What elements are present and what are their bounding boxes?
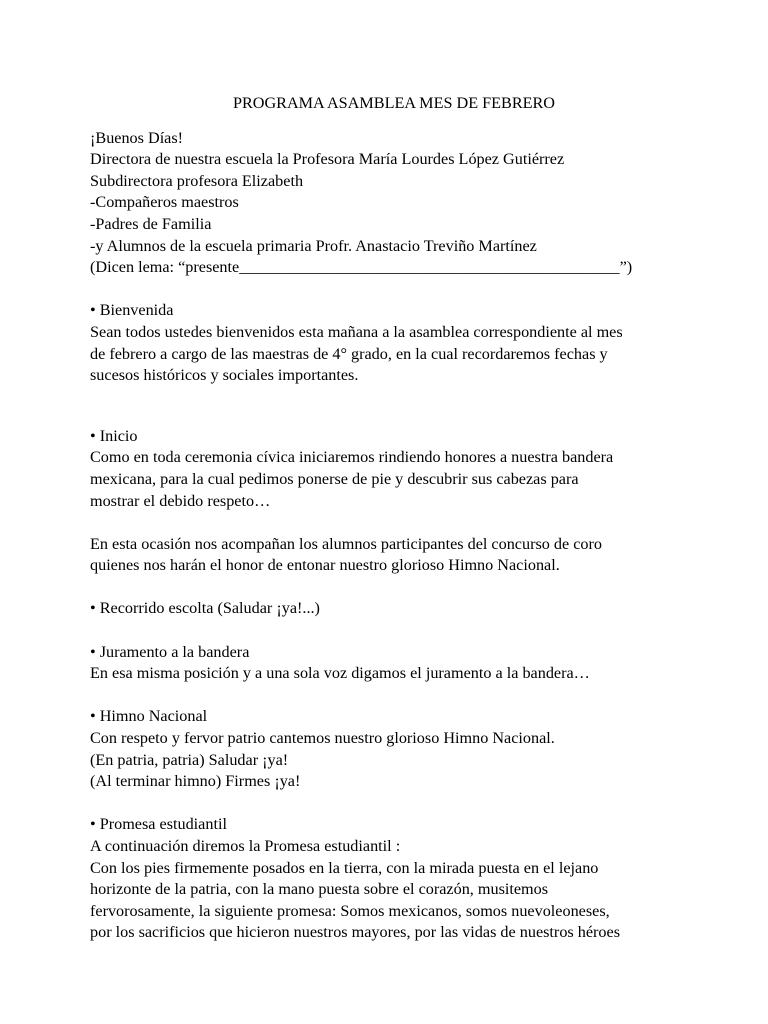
- spacer: [90, 279, 708, 301]
- juramento-section: [90, 642, 708, 685]
- paragraph-line: Con respeto y fervor patrio cantemos nuestro glorioso Himno Nacional.: [90, 729, 555, 748]
- paragraph-line: Sean todos ustedes bienvenidos esta mañana a la asamblea correspondiente al mes: [90, 322, 623, 341]
- spacer: [90, 577, 708, 599]
- greeting-line: ¡Buenos Días!: [90, 128, 184, 147]
- section-heading: • Recorrido escolta (Saludar ¡ya!...): [90, 599, 320, 618]
- greeting-line: Directora de nuestra escuela la Profesora María Lourdes López Gutiérrez: [90, 150, 565, 169]
- coro-section: [90, 534, 708, 577]
- section-heading: • Inicio: [90, 426, 138, 445]
- spacer: [90, 685, 708, 707]
- greeting-line: -Padres de Familia: [90, 214, 212, 233]
- greeting-line: (Dicen lema: “presente_______________________________________________”): [90, 258, 633, 277]
- escolta-section: [90, 598, 708, 620]
- greeting-section: [90, 128, 708, 279]
- inicio-section: [90, 426, 708, 512]
- paragraph-line: horizonte de la patria, con la mano puesta sobre el corazón, musitemos: [90, 880, 549, 899]
- spacer: [90, 387, 708, 426]
- paragraph-line: A continuación diremos la Promesa estudiantil :: [90, 837, 401, 855]
- paragraph-line: mostrar el debido respeto…: [90, 491, 271, 510]
- bienvenida-section: [90, 300, 708, 386]
- greeting-line: -y Alumnos de la escuela primaria Profr. Anastacio Treviño Martínez: [90, 236, 537, 255]
- section-heading: • Himno Nacional: [90, 707, 208, 726]
- paragraph-line: de febrero a cargo de las maestras de 4° grado, en la cual recordaremos fechas y: [90, 344, 608, 363]
- greeting-line: Subdirectora profesora Elizabeth: [90, 171, 304, 190]
- promesa-section: [90, 814, 708, 944]
- document-title: PROGRAMA ASAMBLEA MES DE FEBRERO: [232, 94, 556, 112]
- spacer: [90, 620, 708, 642]
- paragraph-line: (En patria, patria) Saludar ¡ya!: [90, 750, 289, 769]
- spacer: [90, 512, 708, 534]
- paragraph-line: fervorosamente, la siguiente promesa: Somos mexicanos, somos nuevoleoneses,: [90, 901, 610, 920]
- greeting-line: -Compañeros maestros: [90, 193, 239, 212]
- paragraph-line: (Al terminar himno) Firmes ¡ya!: [90, 772, 301, 791]
- section-heading: • Juramento a la bandera: [90, 642, 250, 661]
- paragraph-line: En esa misma posición y a una sola voz digamos el juramento a la bandera…: [90, 664, 590, 683]
- paragraph-line: Como en toda ceremonia cívica iniciaremos rindiendo honores a nuestra bandera: [90, 448, 614, 467]
- section-heading: • Bienvenida: [90, 301, 174, 320]
- paragraph-line: por los sacrificios que hicieron nuestros mayores, por las vidas de nuestros héroes: [90, 923, 621, 942]
- himno-section: [90, 706, 708, 792]
- paragraph-line: quienes nos harán el honor de entonar nuestro glorioso Himno Nacional.: [90, 556, 560, 575]
- paragraph-line: Con los pies firmemente posados en la tierra, con la mirada puesta en el lejano: [90, 858, 599, 877]
- spacer: [90, 793, 708, 815]
- paragraph-line: En esta ocasión nos acompañan los alumnos participantes del concurso de coro: [90, 534, 603, 553]
- paragraph-line: mexicana, para la cual pedimos ponerse de pie y descubrir sus cabezas para: [90, 469, 579, 488]
- paragraph-line: sucesos históricos y sociales importantes.: [90, 366, 359, 385]
- section-heading: • Promesa estudiantil: [90, 815, 227, 834]
